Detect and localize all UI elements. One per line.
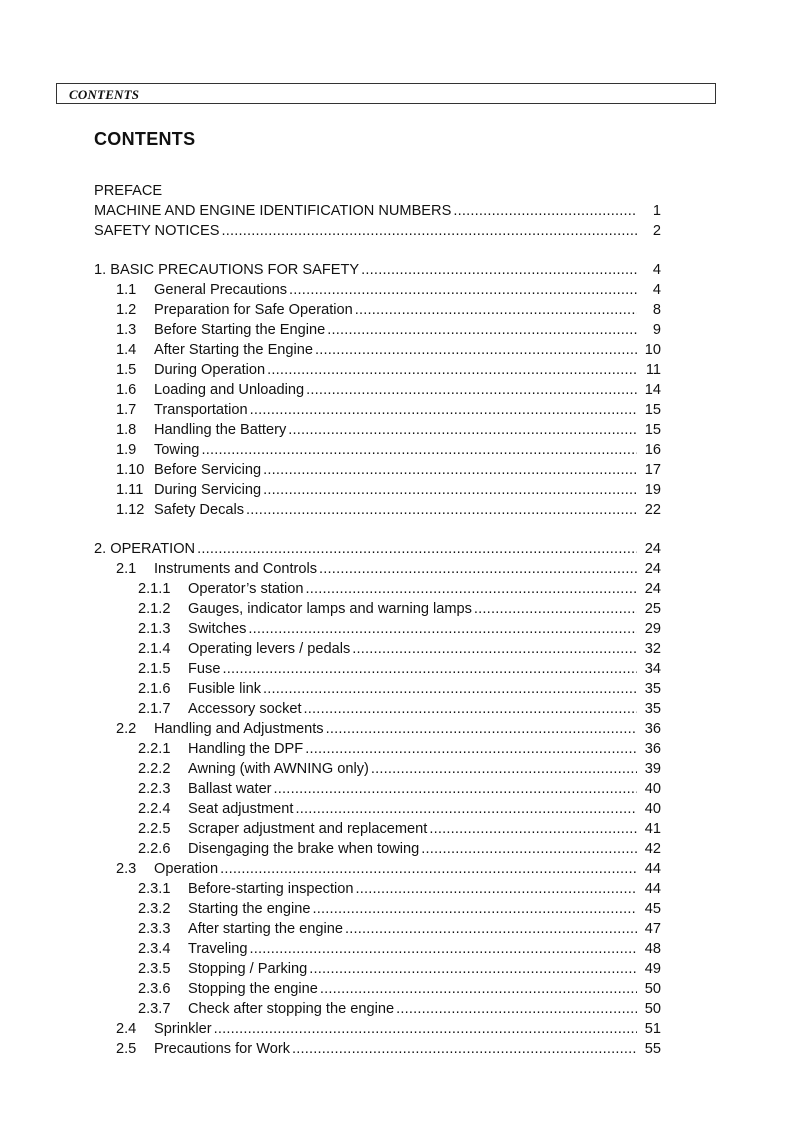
toc-entry-number: 1.6	[116, 382, 137, 398]
toc-page-number: 19	[644, 482, 661, 498]
toc-page-number: 50	[644, 981, 661, 997]
toc-page-number: 44	[644, 881, 661, 897]
toc-entry-2-1-6[interactable]	[94, 679, 661, 699]
toc-page-number: 2	[652, 223, 661, 239]
toc-entry-number: 2.5	[116, 1041, 137, 1057]
toc-page-number: 25	[644, 601, 661, 617]
toc-entry-1-6[interactable]	[94, 380, 661, 400]
toc-entry-2-3-5[interactable]	[94, 959, 661, 979]
dot-leader	[220, 859, 637, 879]
dot-leader	[429, 819, 637, 839]
toc-entry-title: MACHINE AND ENGINE IDENTIFICATION NUMBERS	[94, 203, 452, 219]
toc-page-number: 24	[644, 541, 661, 557]
toc-entry-title: 2. OPERATION	[94, 541, 196, 557]
dot-leader	[352, 639, 637, 659]
dot-leader	[221, 221, 637, 241]
toc-page-number: 29	[644, 621, 661, 637]
dot-leader	[250, 400, 637, 420]
dot-leader	[274, 779, 637, 799]
toc-entry-2-1-7[interactable]	[94, 699, 661, 719]
toc-entry-2-2[interactable]	[94, 719, 661, 739]
toc-entry-number: 1.4	[116, 342, 137, 358]
toc-page-number: 35	[644, 681, 661, 697]
dot-leader	[355, 300, 637, 320]
toc-page-number: 36	[644, 741, 661, 757]
toc-page-number: 48	[644, 941, 661, 957]
toc-entry-number: 2.1.5	[138, 661, 171, 677]
toc-entry-2-3[interactable]	[94, 859, 661, 879]
toc-entry-number: 1.10	[116, 462, 145, 478]
toc-entry-title: Check after stopping the engine	[188, 1001, 395, 1017]
toc-entry-title: Preparation for Safe Operation	[154, 302, 353, 318]
toc-page-number: 9	[652, 322, 661, 338]
toc-entry-1-5[interactable]	[94, 360, 661, 380]
toc-entry-number: 2.1.7	[138, 701, 171, 717]
toc-entry-number: 2.1.4	[138, 641, 171, 657]
toc-entry-2-1-1[interactable]	[94, 579, 661, 599]
toc-page-number: 32	[644, 641, 661, 657]
toc-entry-title: 1. BASIC PRECAUTIONS FOR SAFETY	[94, 262, 360, 278]
dot-leader	[197, 539, 637, 559]
toc-page-number: 34	[644, 661, 661, 677]
toc-entry-2-1-3[interactable]	[94, 619, 661, 639]
toc-entry-2-3-2[interactable]	[94, 899, 661, 919]
toc-entry-title: Fuse	[188, 661, 221, 677]
toc-entry-title: Operating levers / pedals	[188, 641, 351, 657]
toc-entry-2-2-4[interactable]	[94, 799, 661, 819]
dot-leader	[345, 919, 637, 939]
dot-leader	[289, 280, 637, 300]
dot-leader	[305, 739, 637, 759]
dot-leader	[453, 201, 637, 221]
toc-entry-title: Sprinkler	[154, 1021, 212, 1037]
dot-leader	[214, 1019, 637, 1039]
toc-chapter-1[interactable]	[94, 260, 661, 280]
table-of-contents	[94, 181, 661, 1059]
dot-leader	[246, 500, 637, 520]
dot-leader	[288, 420, 637, 440]
toc-entry-1-8[interactable]	[94, 420, 661, 440]
dot-leader	[248, 619, 637, 639]
toc-entry-2-3-3[interactable]	[94, 919, 661, 939]
toc-entry-number: 1.7	[116, 402, 137, 418]
toc-page-number: 16	[644, 442, 661, 458]
page-title: CONTENTS	[94, 129, 196, 149]
toc-entry-title: After starting the engine	[188, 921, 343, 937]
toc-entry-2-1[interactable]	[94, 559, 661, 579]
toc-page-number: 11	[645, 362, 661, 378]
toc-entry-title: Switches	[188, 621, 247, 637]
toc-entry-1-2[interactable]	[94, 300, 661, 320]
toc-entry-2-3-1[interactable]	[94, 879, 661, 899]
toc-entry-number: 2.1.1	[138, 581, 171, 597]
toc-page-number: 40	[644, 781, 661, 797]
toc-entry-2-1-2[interactable]	[94, 599, 661, 619]
toc-page-number: 10	[644, 342, 661, 358]
toc-page-number: 49	[644, 961, 661, 977]
toc-entry-title: Towing	[154, 442, 200, 458]
toc-entry-title: Precautions for Work	[154, 1041, 290, 1057]
toc-page-number: 22	[644, 502, 661, 518]
toc-page-number: 45	[644, 901, 661, 917]
toc-entry-title: Handling the DPF	[188, 741, 304, 757]
toc-entry-number: 1.8	[116, 422, 137, 438]
toc-entry-number: 2.2.6	[138, 841, 171, 857]
dot-leader	[295, 799, 637, 819]
toc-page-number: 55	[644, 1041, 661, 1057]
toc-entry-1-4[interactable]	[94, 340, 661, 360]
toc-entry-title: SAFETY NOTICES	[94, 223, 220, 239]
toc-entry-number: 1.2	[116, 302, 137, 318]
toc-entry-title: Gauges, indicator lamps and warning lamps	[188, 601, 472, 617]
toc-entry-number: 2.1.6	[138, 681, 171, 697]
toc-page-number: 44	[644, 861, 661, 877]
toc-entry-safety-notices[interactable]	[94, 221, 661, 241]
toc-page-number: 4	[652, 262, 661, 278]
toc-entry-number: 1.5	[116, 362, 137, 378]
toc-entry-title: Starting the engine	[188, 901, 311, 917]
dot-leader	[320, 979, 637, 999]
dot-leader	[201, 440, 637, 460]
dot-leader	[327, 320, 637, 340]
dot-leader	[313, 899, 637, 919]
toc-entry-title: Transportation	[154, 402, 248, 418]
toc-entry-title: Traveling	[188, 941, 248, 957]
dot-leader	[304, 699, 637, 719]
toc-entry-title: Awning (with AWNING only)	[188, 761, 369, 777]
dot-leader	[309, 959, 637, 979]
toc-page-number: 1	[652, 203, 661, 219]
toc-entry-number: 2.3.2	[138, 901, 171, 917]
toc-entry-title: Operation	[154, 861, 219, 877]
running-header: CONTENTS	[56, 83, 716, 104]
toc-entry-title: Seat adjustment	[188, 801, 294, 817]
toc-entry-2-1-4[interactable]	[94, 639, 661, 659]
toc-entry-number: 2.2	[116, 721, 137, 737]
toc-page-number: 24	[644, 581, 661, 597]
toc-page-number: 50	[644, 1001, 661, 1017]
toc-page-number: 40	[644, 801, 661, 817]
toc-entry-2-3-4[interactable]	[94, 939, 661, 959]
dot-leader	[474, 599, 637, 619]
toc-entry-title: General Precautions	[154, 282, 288, 298]
toc-entry-title: Ballast water	[188, 781, 272, 797]
toc-entry-number: 2.3.1	[138, 881, 171, 897]
dot-leader	[222, 659, 637, 679]
toc-entry-title: Accessory socket	[188, 701, 302, 717]
dot-leader	[371, 759, 637, 779]
toc-page-number: 24	[644, 561, 661, 577]
toc-entry-number: 2.3.5	[138, 961, 171, 977]
toc-entry-title: PREFACE	[94, 183, 163, 199]
toc-entry-number: 2.1.3	[138, 621, 171, 637]
dot-leader	[319, 559, 637, 579]
toc-entry-number: 2.2.3	[138, 781, 171, 797]
toc-entry-2-1-5[interactable]	[94, 659, 661, 679]
dot-leader	[361, 260, 637, 280]
toc-entry-1-3[interactable]	[94, 320, 661, 340]
toc-entry-2-3-7[interactable]	[94, 999, 661, 1019]
toc-entry-number: 2.4	[116, 1021, 137, 1037]
toc-page-number: 17	[644, 462, 661, 478]
toc-entry-number: 2.1.2	[138, 601, 171, 617]
toc-entry-1-11[interactable]	[94, 480, 661, 500]
dot-leader	[305, 579, 637, 599]
toc-page-number: 41	[644, 821, 661, 837]
dot-leader	[421, 839, 637, 859]
toc-entry-title: Scraper adjustment and replacement	[188, 821, 428, 837]
dot-leader	[263, 679, 637, 699]
toc-page-number: 47	[644, 921, 661, 937]
toc-page-number: 42	[644, 841, 661, 857]
toc-entry-identification-numbers[interactable]	[94, 201, 661, 221]
toc-entry-number: 1.3	[116, 322, 137, 338]
toc-entry-2-2-1[interactable]	[94, 739, 661, 759]
toc-entry-title: Before Servicing	[154, 462, 262, 478]
toc-entry-2-4[interactable]	[94, 1019, 661, 1039]
toc-page-number: 36	[644, 721, 661, 737]
toc-entry-1-7[interactable]	[94, 400, 661, 420]
toc-entry-title: Handling and Adjustments	[154, 721, 324, 737]
dot-leader	[315, 340, 637, 360]
toc-entry-title: Stopping / Parking	[188, 961, 308, 977]
toc-page-number: 8	[652, 302, 661, 318]
toc-entry-2-2-6[interactable]	[94, 839, 661, 859]
toc-entry-2-2-5[interactable]	[94, 819, 661, 839]
toc-entry-number: 1.1	[116, 282, 137, 298]
toc-entry-title: Instruments and Controls	[154, 561, 318, 577]
toc-entry-number: 2.1	[116, 561, 137, 577]
toc-entry-preface[interactable]	[94, 181, 661, 201]
toc-entry-title: After Starting the Engine	[154, 342, 314, 358]
dot-leader	[396, 999, 637, 1019]
toc-entry-2-2-3[interactable]	[94, 779, 661, 799]
dot-leader	[326, 719, 637, 739]
dot-leader	[249, 939, 637, 959]
toc-entry-title: Handling the Battery	[154, 422, 287, 438]
toc-entry-2-2-2[interactable]	[94, 759, 661, 779]
toc-entry-number: 2.3.7	[138, 1001, 171, 1017]
toc-entry-title: Before-starting inspection	[188, 881, 354, 897]
toc-entry-title: Disengaging the brake when towing	[188, 841, 420, 857]
toc-page-number: 4	[652, 282, 661, 298]
dot-leader	[263, 480, 637, 500]
toc-entry-number: 2.2.2	[138, 761, 171, 777]
toc-entry-title: Stopping the engine	[188, 981, 318, 997]
toc-entry-number: 2.2.5	[138, 821, 171, 837]
toc-entry-1-1[interactable]	[94, 280, 661, 300]
toc-entry-title: During Servicing	[154, 482, 262, 498]
toc-entry-1-10[interactable]	[94, 460, 661, 480]
dot-leader	[292, 1039, 637, 1059]
toc-entry-2-5[interactable]	[94, 1039, 661, 1059]
toc-entry-2-3-6[interactable]	[94, 979, 661, 999]
toc-entry-number: 2.3.6	[138, 981, 171, 997]
toc-chapter-2[interactable]	[94, 539, 661, 559]
toc-entry-title: Loading and Unloading	[154, 382, 305, 398]
dot-leader	[267, 360, 637, 380]
toc-entry-number: 1.11	[116, 482, 144, 498]
dot-leader	[306, 380, 637, 400]
toc-page-number: 35	[644, 701, 661, 717]
toc-page-number: 51	[644, 1021, 661, 1037]
toc-page-number: 39	[644, 761, 661, 777]
toc-entry-number: 2.3.3	[138, 921, 171, 937]
toc-page-number: 15	[644, 402, 661, 418]
toc-entry-number: 2.3.4	[138, 941, 171, 957]
dot-leader	[263, 460, 637, 480]
toc-entry-title: Before Starting the Engine	[154, 322, 326, 338]
toc-entry-title: Fusible link	[188, 681, 261, 697]
toc-entry-number: 1.12	[116, 502, 145, 518]
toc-entry-1-9[interactable]	[94, 440, 661, 460]
toc-entry-title: Operator’s station	[188, 581, 304, 597]
toc-page-number: 14	[644, 382, 661, 398]
toc-entry-1-12[interactable]	[94, 500, 661, 520]
toc-entry-title: Safety Decals	[154, 502, 245, 518]
dot-leader	[355, 879, 637, 899]
toc-entry-title: During Operation	[154, 362, 266, 378]
toc-entry-number: 2.2.4	[138, 801, 171, 817]
toc-entry-number: 2.2.1	[138, 741, 171, 757]
toc-page-number: 15	[644, 422, 661, 438]
toc-entry-number: 1.9	[116, 442, 137, 458]
toc-entry-number: 2.3	[116, 861, 137, 877]
